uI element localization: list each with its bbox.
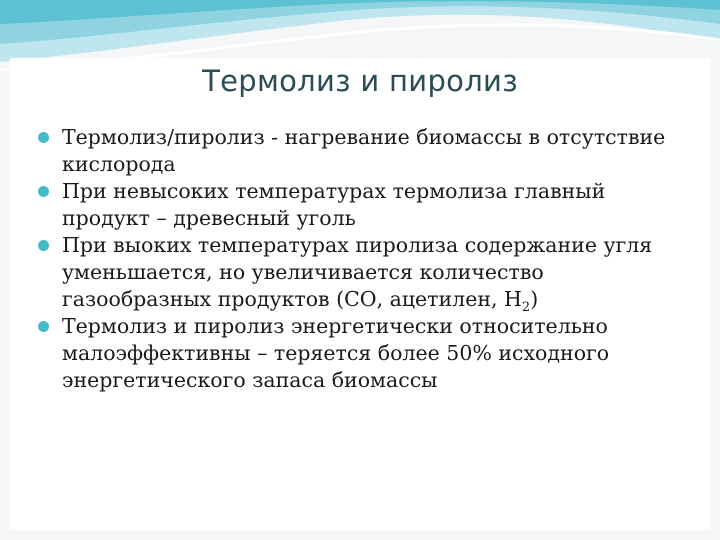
bullet-text: Термолиз/пиролиз - нагревание биомассы в отсутствие кислорода	[62, 125, 666, 176]
subscript-digit: 2	[521, 300, 531, 316]
bullet-dot-icon	[38, 321, 49, 332]
slide-title: Термолиз и пиролиз	[202, 64, 518, 98]
bullet-dot-icon	[38, 186, 49, 197]
bullet-text-main: При выоких температурах пиролиза содержание угля уменьшается, но увеличивается количество газообразных продуктов (СО, ацетилен, Н	[62, 233, 653, 311]
bullet-item	[38, 124, 688, 178]
bullet-text: При невысоких температурах термолиза главный продукт – древесный уголь	[62, 179, 606, 230]
bullet-text-end: )	[530, 287, 539, 311]
bullet-item	[38, 178, 688, 232]
bullet-dot-icon	[38, 132, 49, 143]
bullet-list	[38, 124, 688, 394]
bullet-item	[38, 313, 688, 394]
bullet-text	[62, 233, 653, 316]
bullet-dot-icon	[38, 240, 49, 251]
bullet-text: Термолиз и пиролиз энергетически относительно малоэффективны – теряется более 50% исходного энергетического запаса биомассы	[62, 314, 610, 392]
bullet-item	[38, 232, 688, 316]
